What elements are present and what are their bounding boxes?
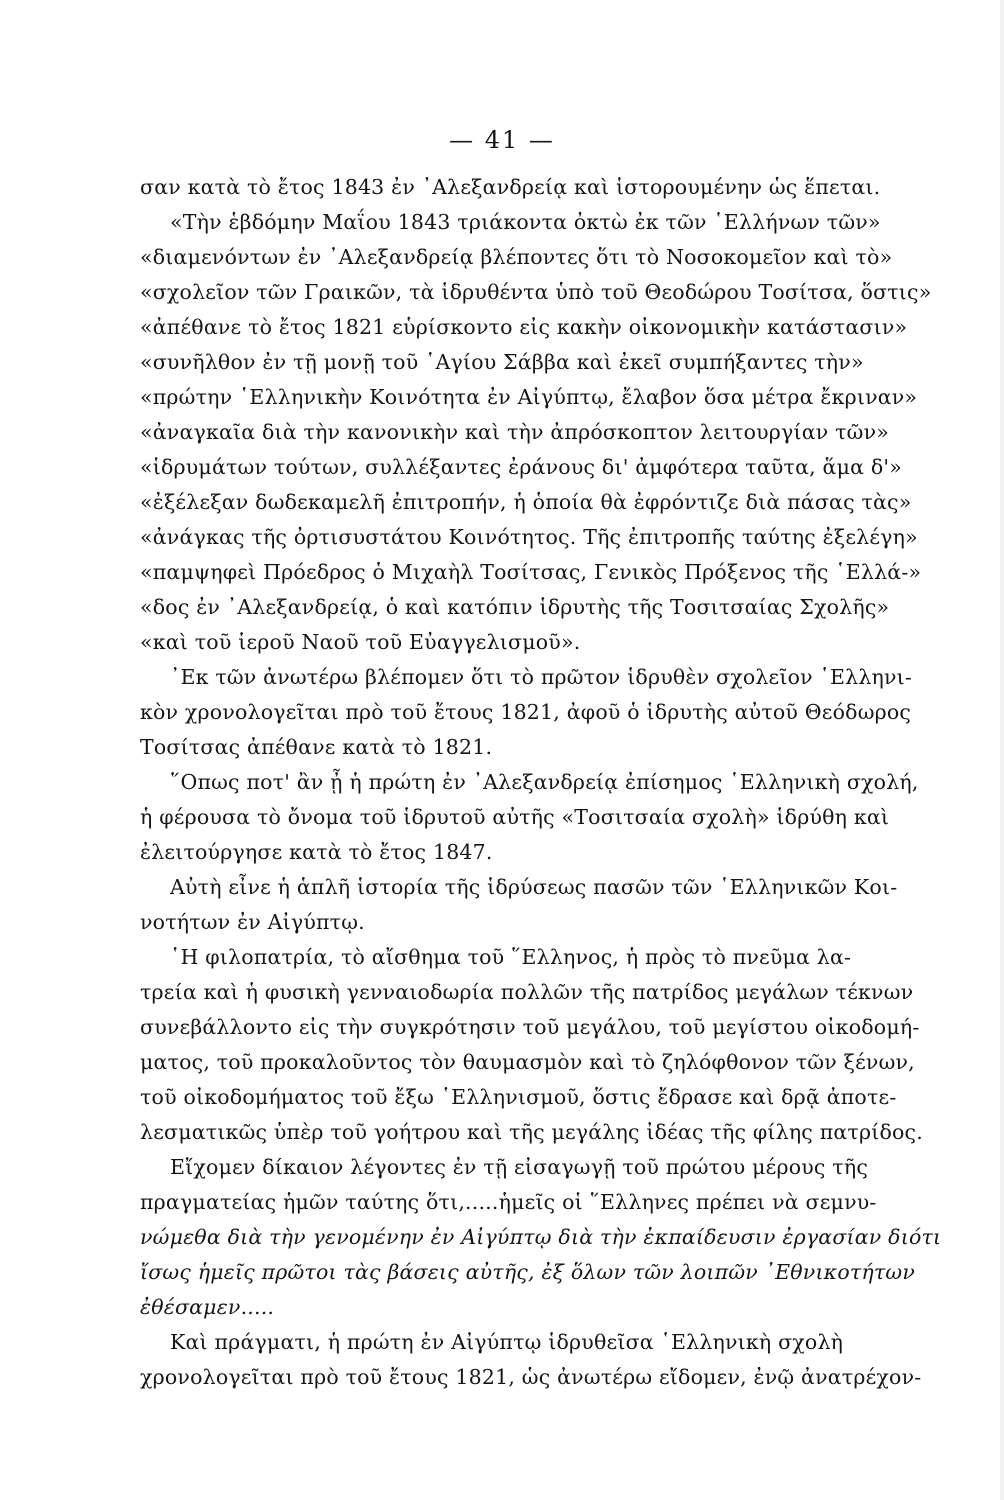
text-line: «ἐξέλεξαν δωδεκαμελῆ ἐπιτροπήν, ἡ ὁποία θὰ ἐφρόντιζε διὰ πάσας τὰς» bbox=[140, 490, 912, 514]
text-line: «ἀνάγκας τῆς ὀρτισυστάτου Κοινότητος. Τῆς ἐπιτροπῆς ταύτης ἐξελέγη» bbox=[140, 525, 918, 549]
text-line: «ἱδρυμάτων τούτων, συλλέξαντες ἐράνους δι' ἀμφότερα ταῦτα, ἅμα δ'» bbox=[140, 455, 902, 479]
text-line: τοῦ οἰκοδομήματος τοῦ ἔξω ῾Ελληνισμοῦ, ὅστις ἔδρασε καὶ δρᾷ ἀποτε- bbox=[140, 1085, 897, 1109]
text-line: νοτήτων ἐν Αἰγύπτῳ. bbox=[140, 910, 365, 934]
text-line: «διαμενόντων ἐν ᾿Αλεξανδρείᾳ βλέποντες ὅτι τὸ Νοσοκομεῖον καὶ τὸ» bbox=[140, 245, 893, 269]
text-line: ματος, τοῦ προκαλοῦντος τὸν θαυμασμὸν καὶ τὸ ζηλόφθονον τῶν ξένων, bbox=[140, 1050, 915, 1074]
text-line: «συνῆλθον ἐν τῇ μονῇ τοῦ ῾Αγίου Σάββα καὶ ἐκεῖ συμπήξαντες τὴν» bbox=[140, 350, 864, 374]
text-line: νώμεθα διὰ τὴν γενομένην ἐν Αἰγύπτῳ διὰ τὴν ἐκπαίδευσιν ἐργασίαν διότι bbox=[140, 1225, 942, 1249]
text-line: ῞Οπως ποτ' ἂν ᾖ ἡ πρώτη ἐν ᾿Αλεξανδρείᾳ ἐπίσημος ῾Ελληνικὴ σχολή, bbox=[170, 770, 919, 794]
text-line: «καὶ τοῦ ἱεροῦ Ναοῦ τοῦ Εὐαγγελισμοῦ». bbox=[140, 630, 581, 654]
text-line: Αὐτὴ εἶνε ἡ ἁπλῆ ἱστορία τῆς ἱδρύσεως πασῶν τῶν ῾Ελληνικῶν Κοι- bbox=[170, 875, 898, 899]
text-line: Εἴχομεν δίκαιον λέγοντες ἐν τῇ εἰσαγωγῇ τοῦ πρώτου μέρους τῆς bbox=[170, 1155, 869, 1179]
text-line: συνεβάλλοντο εἰς τὴν συγκρότησιν τοῦ μεγάλου, τοῦ μεγίστου οἰκοδομή- bbox=[140, 1015, 920, 1039]
text-line: «ἀπέθανε τὸ ἔτος 1821 εὑρίσκοντο εἰς κακὴν οἰκονομικὴν κατάστασιν» bbox=[140, 315, 908, 339]
text-line: λεσματικῶς ὑπὲρ τοῦ γοήτρου καὶ τῆς μεγάλης ἰδέας τῆς φίλης πατρίδος. bbox=[140, 1120, 923, 1144]
page-edge bbox=[1000, 0, 1004, 1500]
text-line: κὸν χρονολογεῖται πρὸ τοῦ ἔτους 1821, ἀφοῦ ὁ ἱδρυτὴς αὐτοῦ Θεόδωρος bbox=[140, 700, 912, 724]
text-line: ᾿Εκ τῶν ἀνωτέρω βλέπομεν ὅτι τὸ πρῶτον ἱδρυθὲν σχολεῖον ῾Ελληνι- bbox=[170, 665, 913, 689]
text-line: ἴσως ἡμεῖς πρῶτοι τὰς βάσεις αὐτῆς, ἐξ ὅλων τῶν λοιπῶν ᾿Εθνικοτήτων bbox=[140, 1260, 916, 1284]
text-line: πραγματείας ἡμῶν ταύτης ὅτι,.....ἡμεῖς οἱ ῞Ελληνες πρέπει νὰ σεμνυ- bbox=[140, 1190, 877, 1214]
text-line: τρεία καὶ ἡ φυσικὴ γενναιοδωρία πολλῶν τῆς πατρίδος μεγάλων τέκνων bbox=[140, 980, 914, 1004]
text-line: Καὶ πράγματι, ἡ πρώτη ἐν Αἰγύπτῳ ἱδρυθεῖσα ῾Ελληνικὴ σχολὴ bbox=[170, 1330, 844, 1354]
text-line: χρονολογεῖται πρὸ τοῦ ἔτους 1821, ὡς ἀνωτέρω εἴδομεν, ἐνῷ ἀνατρέχον- bbox=[140, 1365, 922, 1389]
text-line: Τοσίτσας ἀπέθανε κατὰ τὸ 1821. bbox=[140, 735, 493, 759]
text-line: «παμψηφεὶ Πρόεδρος ὁ Μιχαὴλ Τοσίτσας, Γενικὸς Πρόξενος τῆς ῾Ελλά-» bbox=[140, 560, 922, 584]
text-line: «Τὴν ἑβδόμην Μαΐου 1843 τριάκοντα ὀκτὼ ἐκ τῶν ῾Ελλήνων τῶν» bbox=[170, 210, 881, 234]
text-line: «δος ἐν ᾿Αλεξανδρείᾳ, ὁ καὶ κατόπιν ἱδρυτὴς τῆς Τοσιτσαίας Σχολῆς» bbox=[140, 595, 890, 619]
text-line: «σχολεῖον τῶν Γραικῶν, τὰ ἱδρυθέντα ὑπὸ τοῦ Θεοδώρου Τοσίτσα, ὅστις» bbox=[140, 280, 932, 304]
text-line: «πρώτην ῾Ελληνικὴν Κοινότητα ἐν Αἰγύπτῳ, ἔλαβον ὅσα μέτρα ἔκριναν» bbox=[140, 385, 918, 409]
text-line: ἡ φέρουσα τὸ ὄνομα τοῦ ἱδρυτοῦ αὐτῆς «Τοσιτσαία σχολὴ» ἱδρύθη καὶ bbox=[140, 805, 890, 829]
text-line: ἐθέσαμεν..... bbox=[140, 1295, 275, 1319]
page-number: — 41 — bbox=[449, 126, 555, 154]
text-line: «ἀναγκαῖα διὰ τὴν κανονικὴν καὶ τὴν ἀπρόσκοπτον λειτουργίαν τῶν» bbox=[140, 420, 889, 444]
text-line: ἐλειτούργησε κατὰ τὸ ἔτος 1847. bbox=[140, 840, 493, 864]
text-line: σαν κατὰ τὸ ἔτος 1843 ἐν ᾿Αλεξανδρείᾳ καὶ ἱστορουμένην ὡς ἕπεται. bbox=[140, 175, 881, 199]
text-line: ῾Η φιλοπατρία, τὸ αἴσθημα τοῦ ῞Ελληνος, ἡ πρὸς τὸ πνεῦμα λα- bbox=[170, 945, 852, 969]
